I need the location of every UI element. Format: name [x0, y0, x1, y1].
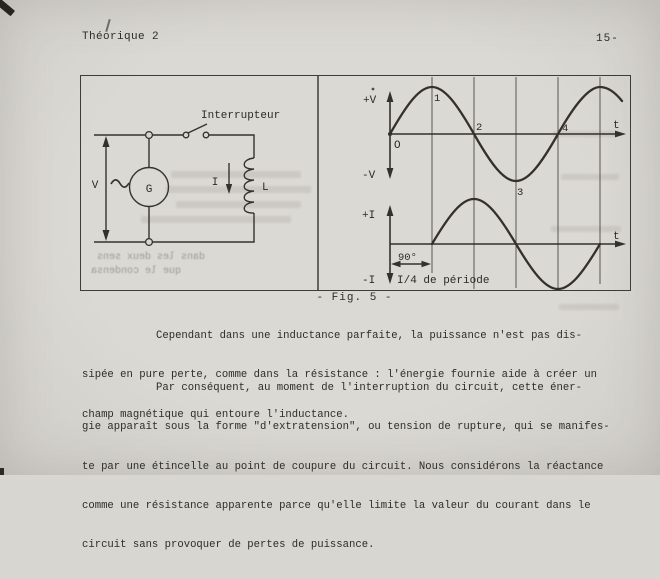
figure-5: [80, 75, 631, 291]
body-line: sipée en pure perte, comme dans la résistance : l'énergie fournie aide à créer un: [82, 369, 597, 382]
figure-drawing: [81, 76, 630, 290]
body-line: Cependant dans une inductance parfaite, la puissance n'est pas dis-: [156, 330, 582, 343]
waveform-graphs: [362, 77, 626, 290]
voltage-arrowhead-down: [103, 230, 110, 241]
current-arrowhead: [226, 184, 232, 194]
circuit-node: [146, 132, 153, 139]
i-axis-arrowhead-down: [387, 273, 394, 284]
scan-speck-bottom-left: [0, 468, 4, 475]
voltage-arrowhead-up: [103, 136, 110, 147]
scan-dot: [372, 88, 375, 91]
voltage-label: V: [91, 180, 99, 192]
body-line: gie apparaît sous la forme "d'extratension", ou tension de rupture, qui se manifes-: [82, 421, 610, 434]
v-origin-label: O: [394, 140, 401, 152]
body-line: te par une étincelle au point de coupure du circuit. Nous considérons la réactance: [82, 460, 604, 473]
point-label-2: 2: [476, 122, 483, 134]
switch-terminal: [203, 132, 209, 138]
paragraph-2: [82, 356, 610, 579]
body-line: circuit sans provoquer de pertes de puissance.: [82, 539, 375, 552]
bleedthrough-text: que le condensa: [91, 266, 182, 277]
current-label: I: [211, 177, 219, 189]
body-line: champ magnétique qui entoure l'inductance.: [82, 408, 350, 421]
body-line: Par conséquent, au moment de l'interruption du circuit, cette éner-: [156, 382, 582, 395]
v-time-label: t: [613, 120, 620, 132]
inductor-label: L: [262, 182, 269, 194]
page-header-title: Théorique 2: [82, 31, 160, 43]
point-label-3: 3: [517, 187, 524, 199]
circuit-diagram: [92, 110, 281, 245]
inductor-coil: [244, 158, 254, 213]
v-axis-arrowhead-up: [387, 91, 394, 102]
phase-arrowhead-right: [422, 261, 432, 267]
i-axis-arrowhead-up: [387, 205, 394, 216]
ac-tilde-icon: [111, 180, 129, 187]
scan-speck-corner: [0, 0, 15, 16]
point-label-4: 4: [562, 123, 569, 135]
bleedthrough-text: dans les deux sens: [97, 252, 206, 263]
body-line: comme une résistance apparente parce qu'elle limite la valeur du courant dans le: [82, 500, 591, 513]
point-label-1: 1: [434, 93, 441, 105]
i-neg-label: -I: [362, 275, 376, 287]
switch-label: Interrupteur: [201, 110, 281, 122]
i-time-label: t: [613, 231, 620, 243]
quarter-period-label: I/4 de période: [397, 275, 490, 287]
v-neg-label: -V: [362, 170, 376, 182]
page-number: 15-: [596, 33, 619, 45]
i-pos-label: +I: [362, 210, 376, 222]
figure-caption: - Fig. 5 -: [316, 292, 393, 304]
phase-label: 90°: [398, 252, 417, 264]
switch-lever: [188, 124, 207, 133]
generator-label: G: [145, 184, 153, 196]
switch-terminal: [183, 132, 189, 138]
v-pos-label: +V: [363, 95, 377, 107]
v-axis-arrowhead-down: [387, 168, 394, 179]
circuit-node: [146, 239, 153, 246]
